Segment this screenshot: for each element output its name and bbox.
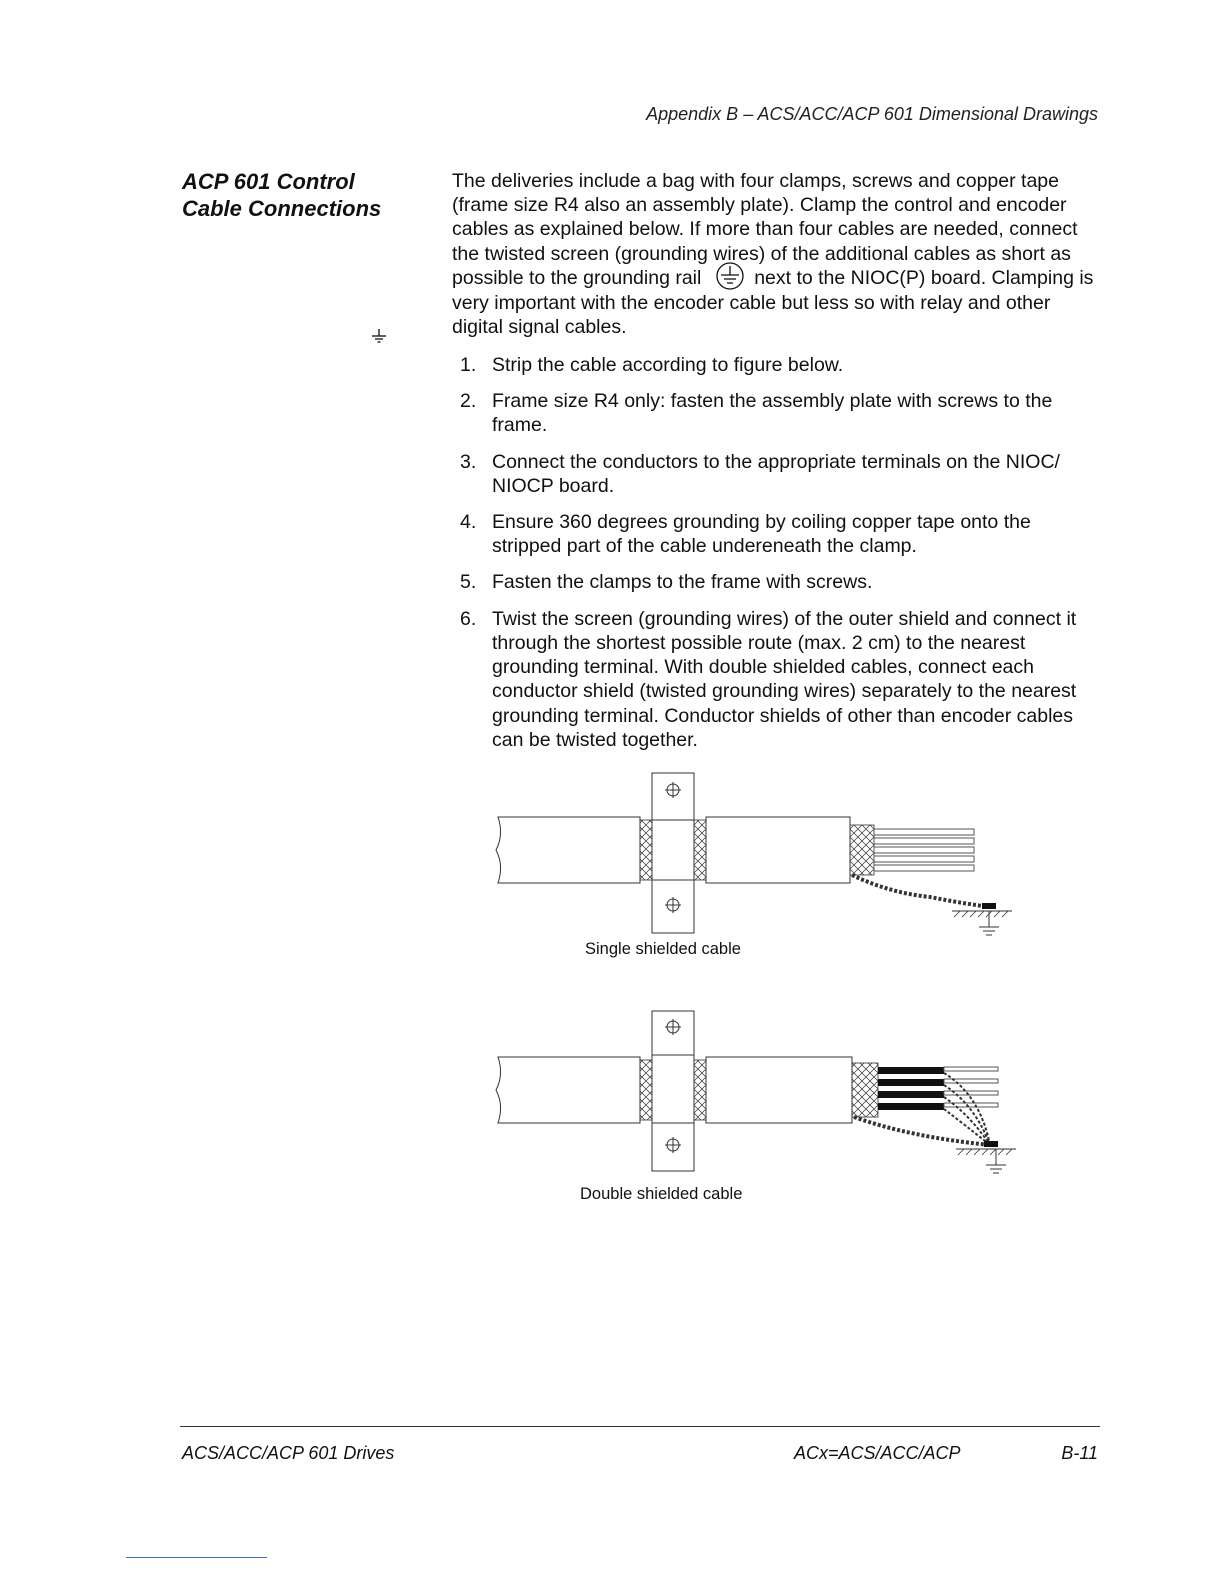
bottom-link-underline[interactable] — [126, 1557, 267, 1558]
page-number: B-11 — [1061, 1443, 1098, 1463]
intro-paragraph — [452, 169, 1102, 339]
step-item — [452, 607, 1102, 752]
steps-list — [452, 353, 1102, 752]
step-text: Frame size R4 only: fasten the assembly plate with screws to the frame. — [492, 390, 1053, 437]
step-item — [452, 570, 1102, 594]
single-shielded-cable-drawing — [490, 765, 1030, 945]
section-title — [182, 168, 381, 222]
grounding-rail-icon — [715, 261, 745, 291]
section-title-line2: Cable Connections — [182, 196, 382, 221]
footer-product: ACS/ACC/ACP 601 Drives — [182, 1443, 395, 1463]
step-number: 5. — [460, 571, 477, 594]
single-cable-caption: Single shielded cable — [585, 940, 741, 958]
step-item — [452, 389, 1102, 437]
double-shielded-cable-drawing — [490, 1005, 1030, 1185]
step-text: Connect the conductors to the appropriate terminals on the NIOC/ NIOCP board. — [492, 450, 1060, 497]
step-text: Strip the cable according to figure below. — [492, 354, 844, 377]
step-number: 4. — [460, 511, 477, 534]
step-number: 1. — [460, 354, 477, 377]
ground-symbol-icon — [371, 328, 387, 344]
step-number: 3. — [460, 450, 477, 473]
step-item — [452, 353, 1102, 377]
step-text: Ensure 360 degrees grounding by coiling copper tape onto the stripped part of the cable undereneath the clamp. — [492, 511, 1031, 558]
step-text: Fasten the clamps to the frame with screws. — [492, 571, 873, 594]
step-item — [452, 510, 1102, 558]
page-header: Appendix B – ACS/ACC/ACP 601 Dimensional Drawings — [646, 104, 1098, 124]
intro-part1: The deliveries include a bag with four clamps, screws and copper tape (frame size R4 also an assembly plate). Clamp the control and encoder cables as explained below. If more than four cables are needed, connect the twisted screen (grounding wires) of the additional cables as short as possible to the grounding rail — [452, 170, 1078, 289]
double-cable-caption: Double shielded cable — [580, 1185, 743, 1203]
step-number: 6. — [460, 607, 477, 630]
intro-part2: next to the NIOC(P) board. Clamping is very important with the encoder cable but less so with relay and other digital signal cables. — [452, 266, 1094, 338]
step-number: 2. — [460, 390, 477, 413]
footer-abbreviation: ACx=ACS/ACC/ACP — [794, 1443, 961, 1463]
footer-divider — [180, 1426, 1100, 1427]
step-item — [452, 450, 1102, 498]
step-text: Twist the screen (grounding wires) of the outer shield and connect it through the shortest possible route (max. 2 cm) to the nearest grounding terminal. With double shielded cables, connect each conductor shield (twisted grounding wires) separately to the nearest grounding terminal. Conductor shields of other than encoder cables can be twisted together. — [492, 607, 1077, 751]
main-text — [452, 169, 1102, 764]
section-title-line1: ACP 601 Control — [182, 169, 355, 194]
